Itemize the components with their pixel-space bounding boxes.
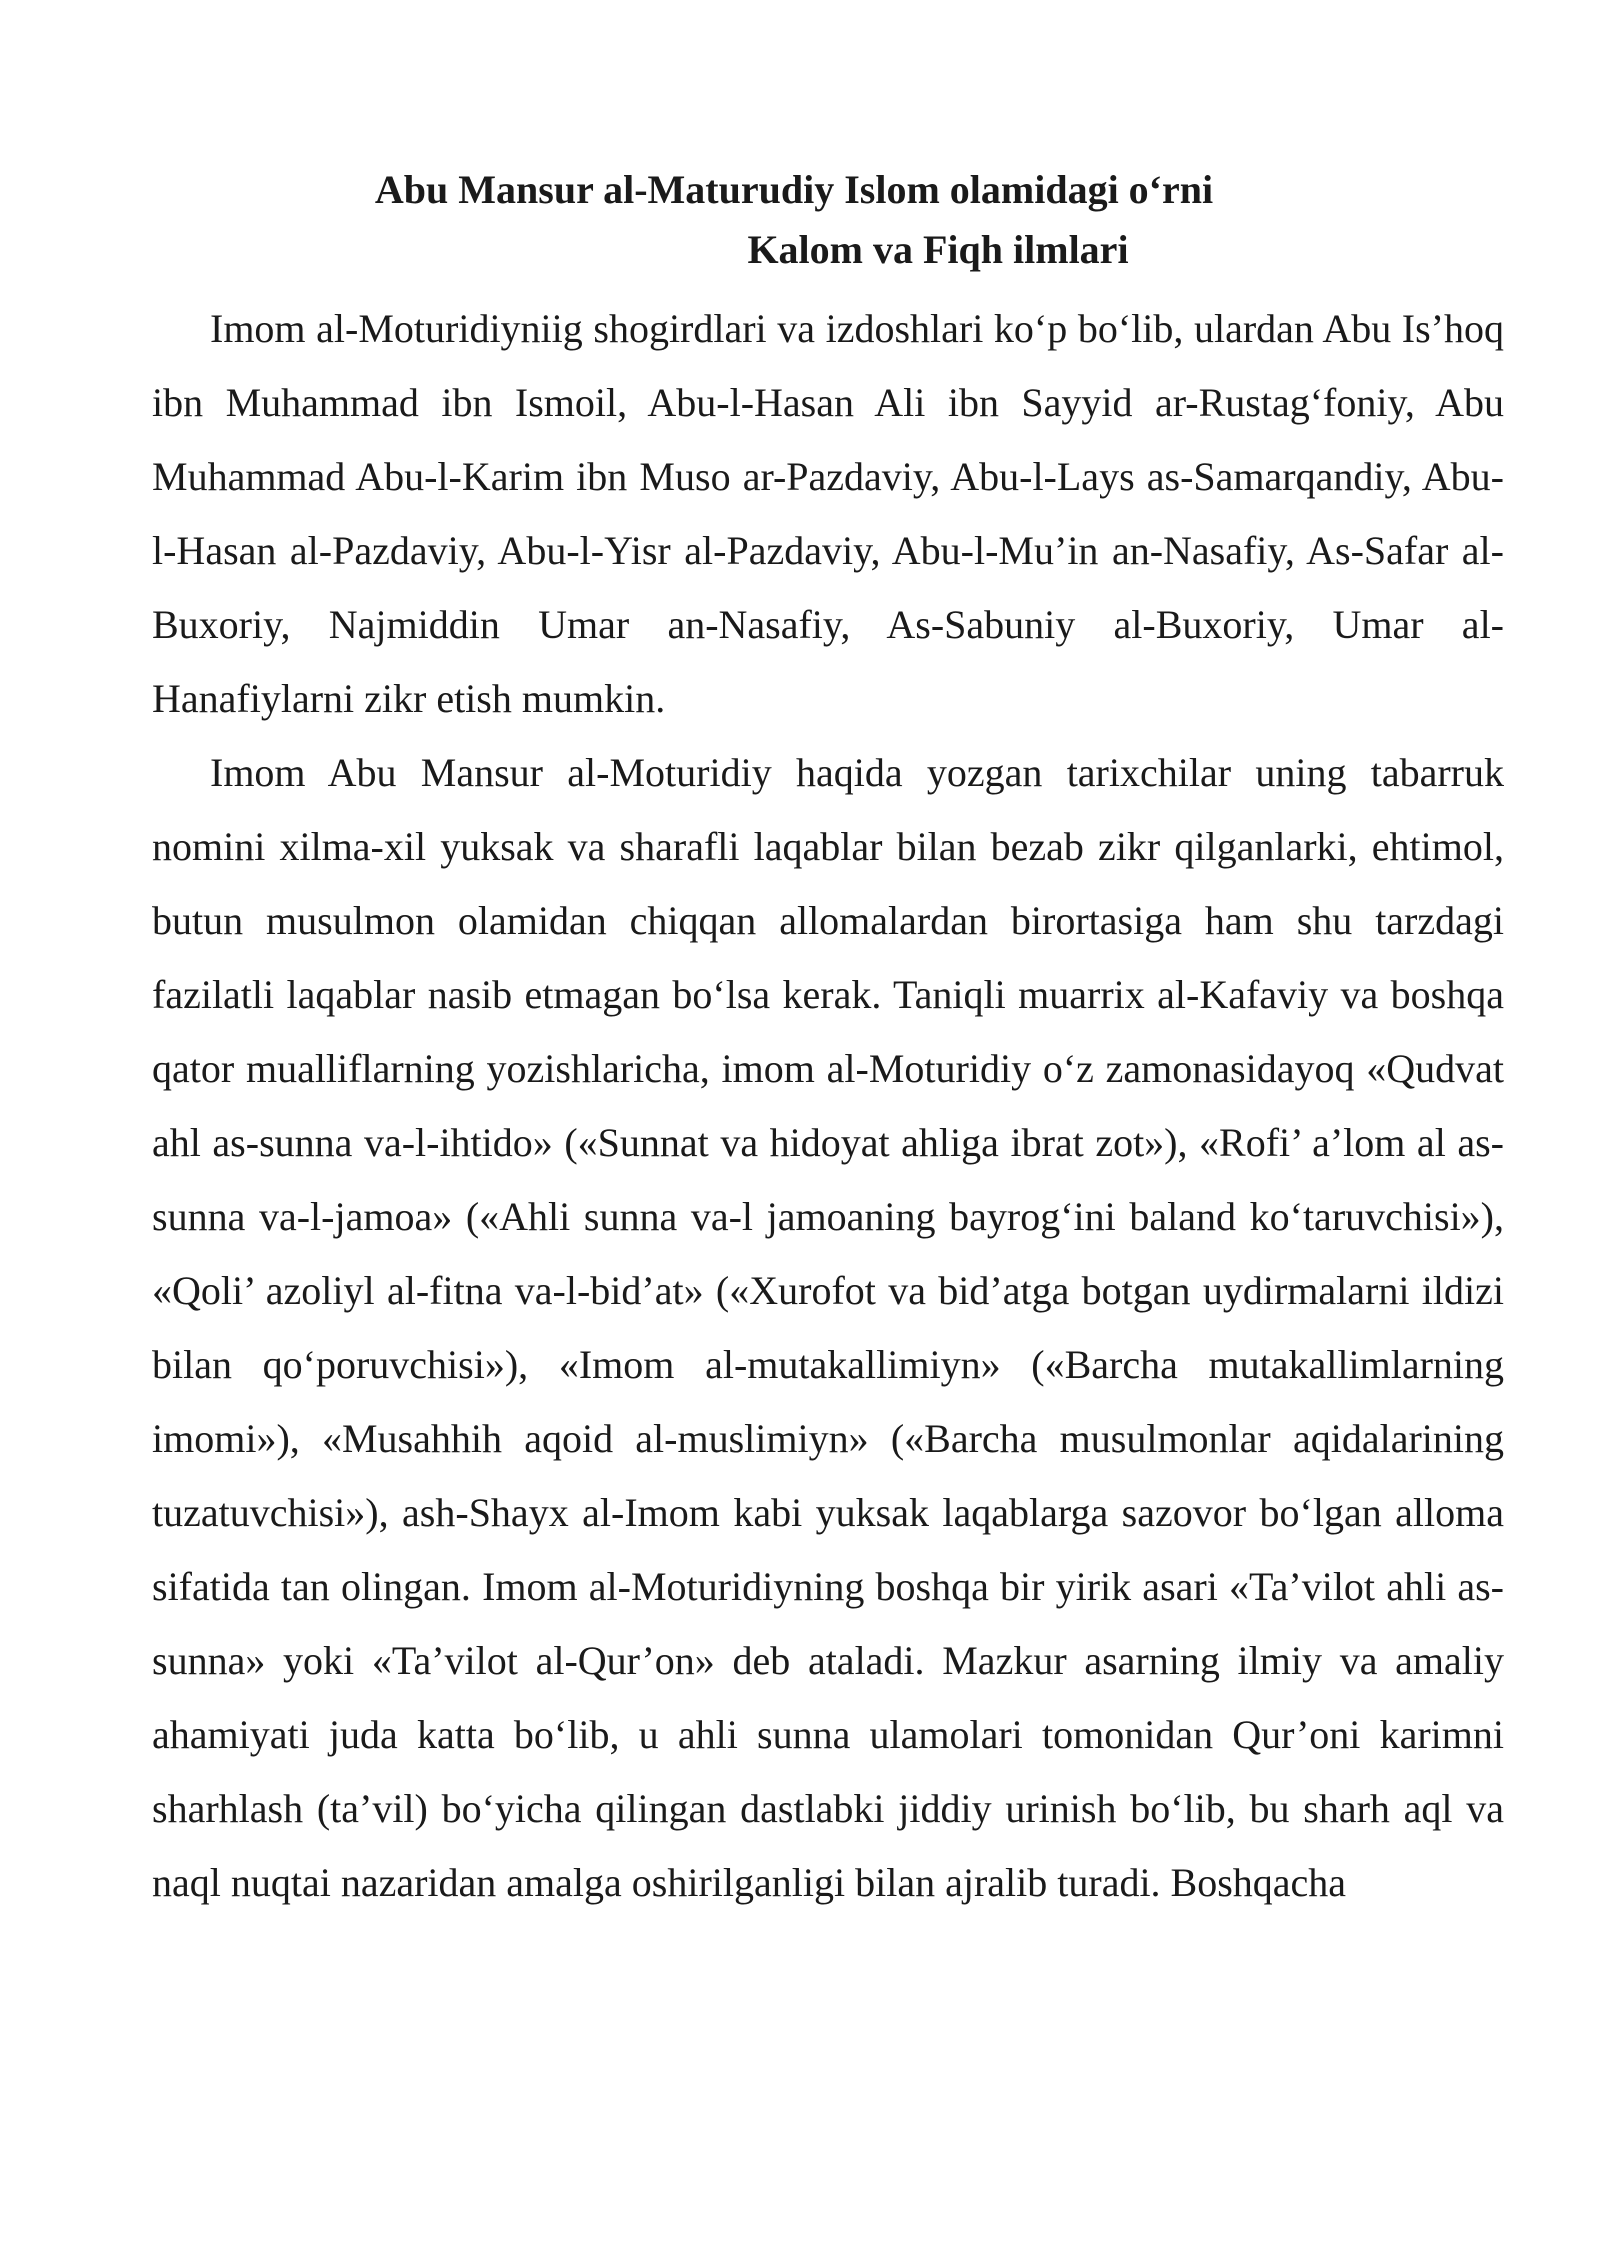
document-page (152, 160, 1504, 1920)
paragraph-1: Imom al-Moturidiyniig shogirdlari va izdoshlari ko‘p bo‘lib, ulardan Abu Is’hoq ibn Muhammad ibn Ismoil, Abu-l-Hasan Ali ibn Sayyid ar-Rustag‘foniy, Abu Muhammad Abu-l-Karim ibn Muso ar-Pazdaviy, Abu-l-Lays as-Samarqandiy, Abu-l-Hasan al-Pazdaviy, Abu-l-Yisr al-Pazdaviy, Abu-l-Mu’in an-Nasafiy, As-Safar al-Buxoriy, Najmiddin Umar an-Nasafiy, As-Sabuniy al-Buxoriy, Umar al-Hanafiylarni zikr etish mumkin. (152, 306, 1504, 721)
paragraph-2: Imom Abu Mansur al-Moturidiy haqida yozgan tarixchilar uning tabarruk nomini xilma-xil yuksak va sharafli laqablar bilan bezab zikr qilganlarki, ehtimol, butun musulmon olamidan chiqqan allomalardan birortasiga ham shu tarzdagi fazilatli laqablar nasib etmagan bo‘lsa kerak. Taniqli muarrix al-Kafaviy va boshqa qator mualliflarning yozishlaricha, imom al-Moturidiy o‘z zamonasidayoq «Qudvat ahl as-sunna va-l-ihtido» («Sunnat va hidoyat ahliga ibrat zot»), «Rofi’ a’lom al as-sunna va-l-jamoa» («Ahli sunna va-l jamoaning bayrog‘ini baland ko‘taruvchisi»), «Qoli’ azoliyl al-fitna va-l-bid’at» («Xurofot va bid’atga botgan uydirmalarni ildizi bilan qo‘poruvchisi»), «Imom al-mutakallimiyn» («Barcha mutakallimlarning imomi»), «Musahhih aqoid al-muslimiyn» («Barcha musulmonlar aqidalarining tuzatuvchisi»), ash-Shayx al-Imom kabi yuksak laqablarga sazovor bo‘lgan alloma sifatida tan olingan. Imom al-Moturidiyning boshqa bir yirik asari «Ta’vilot ahli as-sunna» yoki «Ta’vilot al-Qur’on» deb ataladi. Mazkur asarning ilmiy va amaliy ahamiyati juda katta bo‘lib, u ahli sunna ulamolari tomonidan Qur’oni karimni sharhlash (ta’vil) bo‘yicha qilingan dastlabki jiddiy urinish bo‘lib, bu sharh aql va naql nuqtai nazaridan amalga oshirilganligi bilan ajralib turadi. Boshqacha (152, 750, 1504, 1905)
document-title: Abu Mansur al-Maturudiy Islom olamidagi o‘rni (374, 167, 1214, 212)
document-subtitle: Kalom va Fiqh ilmlari (747, 227, 1129, 272)
